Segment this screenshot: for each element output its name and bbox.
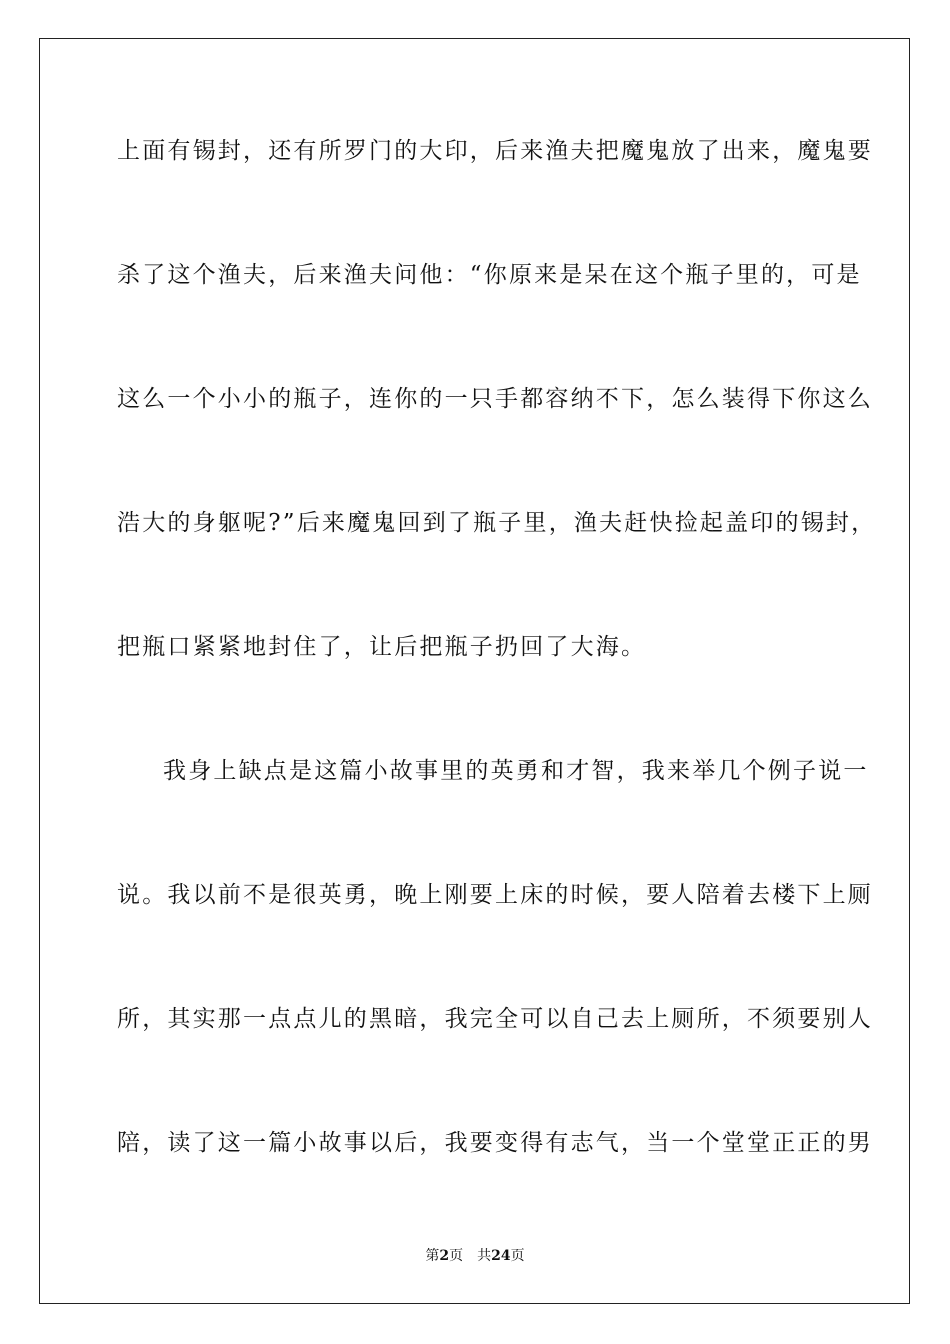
total-prefix: 共 — [477, 1248, 492, 1264]
page-prefix: 第 — [425, 1248, 440, 1264]
body-text-line: 陪，读了这一篇小故事以后，我要变得有志气，当一个堂堂正正的男 — [117, 1130, 873, 1156]
body-text-line: 说。我以前不是很英勇，晚上刚要上床的时候，要人陪着去楼下上厕 — [117, 882, 873, 908]
paragraph-start-line: 我身上缺点是这篇小故事里的英勇和才智，我来举几个例子说一 — [163, 758, 869, 784]
body-text-line: 浩大的身躯呢?”后来魔鬼回到了瓶子里，渔夫赶快捡起盖印的锡封， — [117, 510, 877, 536]
total-pages: 24 — [491, 1248, 511, 1264]
page-border — [39, 38, 910, 1304]
body-text-line: 上面有锡封，还有所罗门的大印，后来渔夫把魔鬼放了出来，魔鬼要 — [117, 138, 873, 164]
body-text-line: 杀了这个渔夫，后来渔夫问他：“你原来是呆在这个瓶子里的，可是 — [117, 262, 862, 288]
total-suffix: 页 — [510, 1248, 525, 1264]
page-suffix: 页 — [449, 1248, 464, 1264]
page-footer — [0, 1247, 950, 1265]
body-text-line: 把瓶口紧紧地封住了，让后把瓶子扔回了大海。 — [117, 634, 647, 660]
body-text-line: 这么一个小小的瓶子，连你的一只手都容纳不下，怎么装得下你这么 — [117, 386, 873, 412]
body-text-line: 所，其实那一点点儿的黑暗，我完全可以自己去上厕所，不须要别人 — [117, 1006, 873, 1032]
page-number: 2 — [439, 1248, 450, 1264]
